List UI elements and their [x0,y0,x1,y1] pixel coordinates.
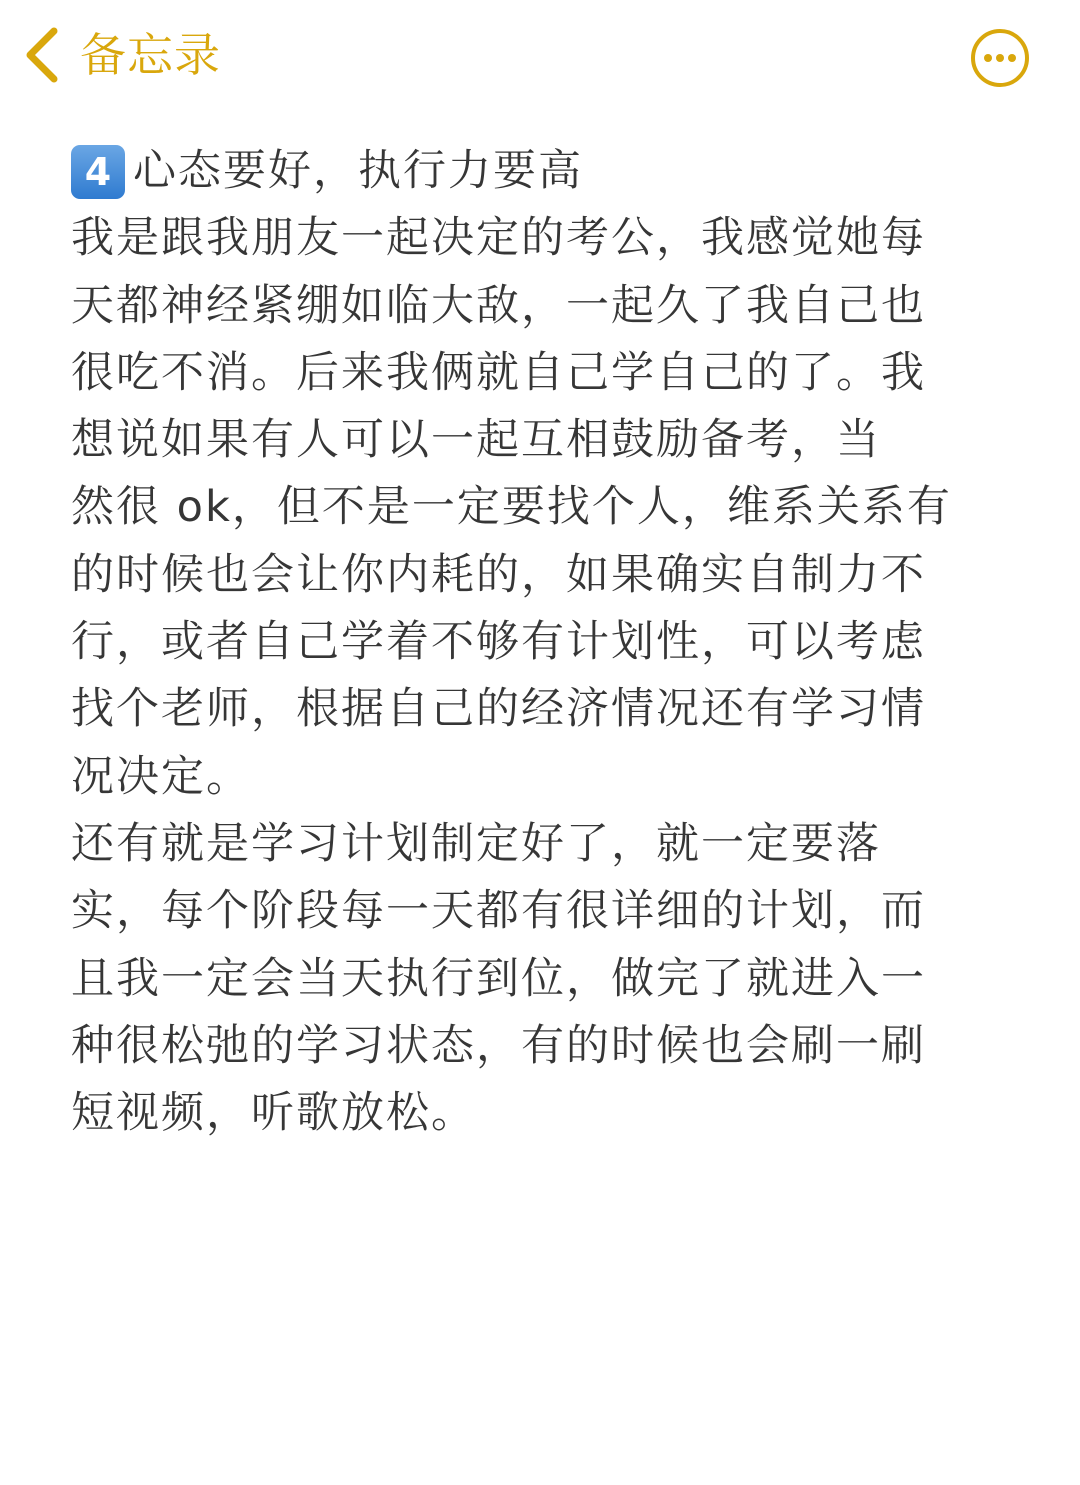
keycap-number-badge: 4 [71,145,125,199]
note-heading [71,138,1011,205]
ellipsis-circle-icon [970,28,1030,88]
navigation-bar [0,0,1080,112]
note-body[interactable] [71,138,1011,1147]
note-heading-text: 心态要好，执行力要高 [133,146,583,196]
back-button[interactable] [22,20,221,90]
note-paragraph-1: 我是跟我朋友一起决定的考公，我感觉她每 天都神经紧绷如临大敌，一起久了我自己也 很吃不消。后来我俩就自己学自己的了。我 想说如果有人可以一起互相鼓励备考，当 然很 ok，但不是一定要找个人，维系关系有 的时候也会让你内耗的，如果确实自制力不 行，或者自己学着不够有计划性，可以考虑 找个老师，根据自己的经济情况还有学习情 况决定。 [71,213,952,802]
back-label: 备忘录 [80,28,221,82]
more-options-button[interactable] [970,28,1030,88]
note-paragraph-2: 还有就是学习计划制定好了，就一定要落 实，每个阶段每一天都有很详细的计划，而 且我一定会当天执行到位，做完了就进入一 种很松弛的学习状态，有的时候也会刷一刷 短视频，听歌放松。 [71,818,926,1139]
chevron-left-icon [22,25,62,85]
